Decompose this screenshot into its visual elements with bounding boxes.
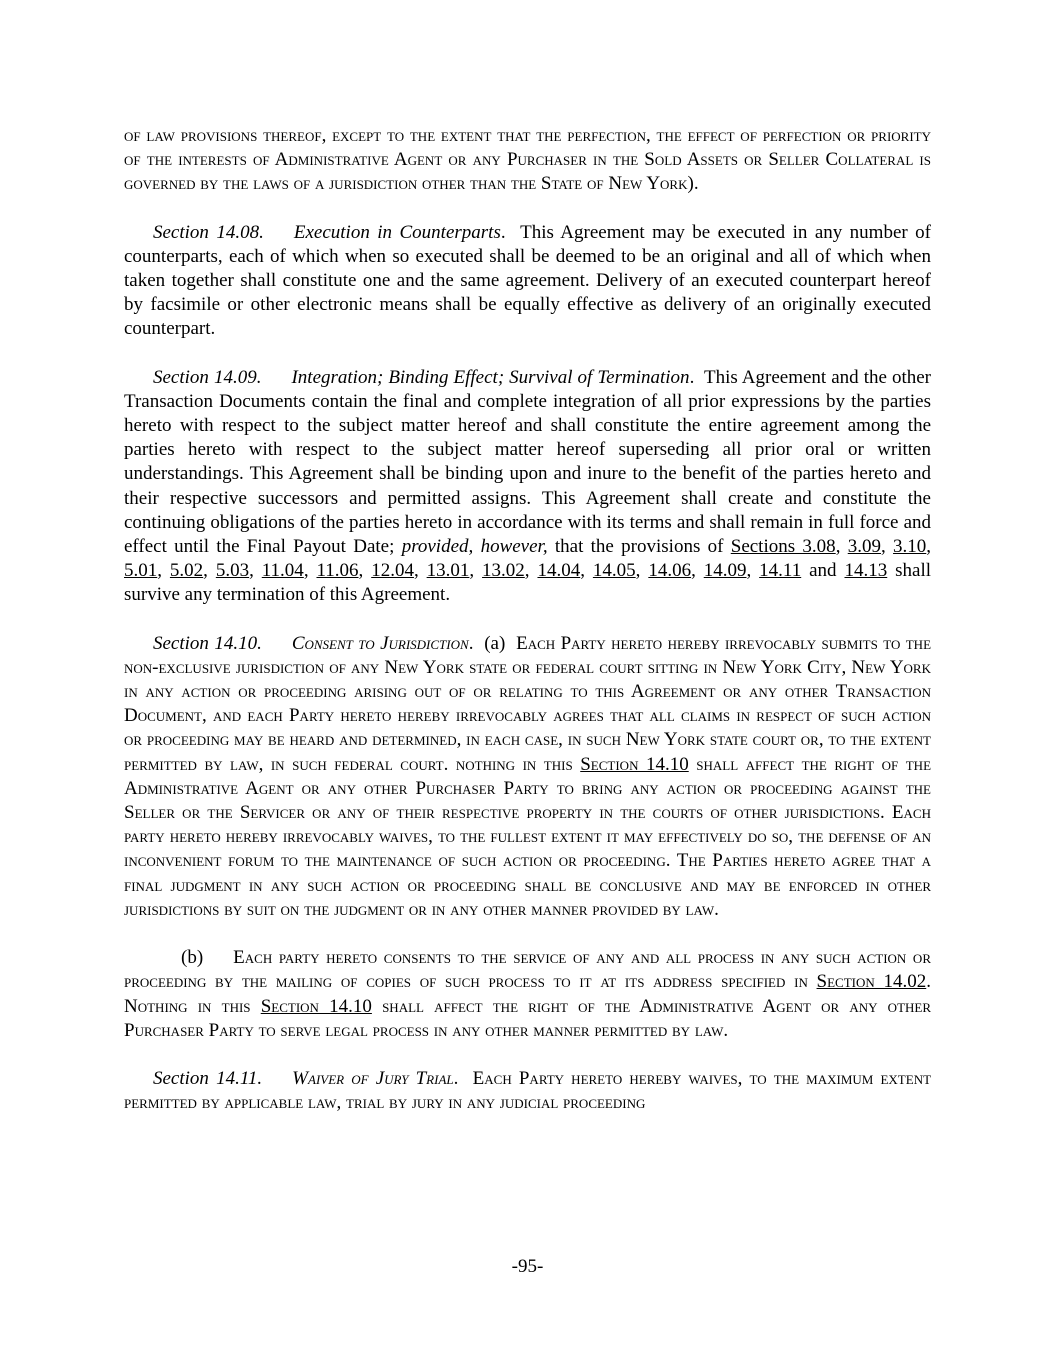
section-ref[interactable]: 13.01 — [426, 560, 470, 582]
section-ref[interactable]: 5.02 — [169, 560, 204, 582]
section-number: Section 14.10. — [153, 632, 262, 654]
section-number: Section 14.08. — [153, 221, 264, 243]
section-body: This Agreement and the other Transaction Documents contain the final and complete integration of all prior expressions by the parties hereto with respect to the subject matter hereof and shall constitute the entire agreement among the parties hereto with respect to the subject matter hereof superseding all prior oral or written understandings. This Agreement shall be binding upon and inure to the benefit of the parties hereto and their respective successors and permitted assigns. This Agreement shall create and constitute the continuing obligations of the parties hereto in accordance with its terms and shall remain in full force and effect until the Final Payout Date; — [124, 366, 931, 558]
section-ref[interactable]: Section 14.02 — [816, 971, 927, 993]
clause-label: (a) — [484, 632, 506, 654]
section-ref[interactable]: Sections 3.08 — [730, 536, 836, 558]
section-ref[interactable]: 14.05 — [592, 560, 636, 582]
section-title: Execution in Counterparts — [293, 221, 501, 243]
section-14-11: Section 14.11. Waiver of Jury Trial. Each Party hereto hereby waives, to the maximum extent permitted by applicable law, trial by jury in any judicial proceeding — [124, 1067, 932, 1114]
section-ref[interactable]: 14.04 — [537, 560, 581, 582]
section-body: This Agreement may be executed in any number of counterparts, each of which when so executed shall be deemed to be an original and all of which when taken together shall constitute one and the same agreement. Delivery of an executed counterpart hereof by facsimile or other electronic means shall be equally effective as delivery of an originally executed counterpart. — [124, 221, 931, 340]
section-ref[interactable]: 11.06 — [316, 560, 359, 582]
section-title: Waiver of Jury Trial — [292, 1067, 454, 1089]
section-body: Each party hereto consents to the service of any and all process in any such action or proceeding by the mailing of copies of such process to it at its address specified in — [124, 947, 931, 993]
section-14-08: Section 14.08. Execution in Counterparts. This Agreement may be executed in any number of counterparts, each of which when so executed shall be deemed to be an original and all of which when taken together shall constitute one and the same agreement. Delivery of an executed counterpart hereof by facsimile or other electronic means shall be equally effective as delivery of an originally executed counterpart. — [124, 221, 931, 340]
section-ref[interactable]: 5.01 — [124, 560, 158, 582]
continuation-paragraph — [124, 124, 931, 197]
continuation-text: of law provisions thereof, except to the extent that the perfection, the effect of perfection or priority of the interests of Administrative Agent or any Purchaser in the Sold Assets or Seller Collateral is governed by the laws of a jurisdiction other than the State of New York). — [124, 125, 931, 195]
section-body-end: shall survive any termination of this Agreement. — [124, 560, 932, 606]
section-ref[interactable]: 14.11 — [759, 560, 802, 582]
section-title: Consent to Jurisdiction — [291, 632, 469, 654]
section-ref[interactable]: 13.02 — [482, 560, 525, 582]
section-number: Section 14.11. — [153, 1067, 263, 1089]
section-14-10-b — [124, 946, 931, 1043]
section-ref[interactable]: Section 14.10 — [260, 995, 372, 1017]
section-number: Section 14.09. — [153, 366, 262, 388]
section-body-cont: shall affect the right of the Administrative Agent or any other Purchaser Party to bring any action or proceeding against the Seller or the Servicer or any of their respective property in the courts of other jurisdictions. Each party hereto hereby irrevocably waives, to the fullest extent it may effectively do so, the defense of an inconvenient forum to the maintenance of such action or proceeding. The Parties hereto agree that a final judgment in any such action or proceeding shall be conclusive and may be enforced in other jurisdictions by suit on the judgment or in any other manner provided by law. — [124, 753, 932, 920]
section-14-10-a: Section 14.10. Consent to Jurisdiction. (a) Each Party hereto hereby irrevocably submits to the non-exclusive jurisdiction of any New York state or federal court sitting in New York City, New York in any action or proceeding arising out of or relating to this Agreement or any other Transaction Document, and each Party hereto hereby irrevocably agrees that all claims in respect of such action or proceeding may be heard and determined, in each case, in such New York state court or, to the extent permitted by law, in such federal court. nothing in this Section 14.10 shall affect the right of the Administrative Agent or any other Purchaser Party to bring any action or proceeding against the Seller or the Servicer or any of their respective property in the courts of other jurisdictions. Each party hereto hereby irrevocably waives, to the fullest extent it may effectively do so, the defense of an inconvenient forum to the maintenance of such action or proceeding. The Parties hereto agree that a final judgment in any such action or proceeding shall be conclusive and may be enforced in other jurisdictions by suit on the judgment or in any other manner provided by law. — [124, 632, 932, 920]
section-14-09: Section 14.09. Integration; Binding Effect; Survival of Termination. This Agreement and the other Transaction Documents contain the final and complete integration of all prior expressions by the parties hereto with respect to the subject matter hereof and shall constitute the entire agreement among the parties hereto with respect to the subject matter hereof superseding all prior oral or written understandings. This Agreement shall be binding upon and inure to the benefit of the parties hereto and their respective successors and permitted assigns. This Agreement shall create and constitute the continuing obligations of the parties hereto in accordance with its terms and shall remain in full force and effect until the Final Payout Date; provided, however, that the provisions of Sections 3.08, 3.09, 3.10, 5.01, 5.02, 5.03, 11.04, 11.06, 12.04, 13.01, 13.02, 14.04, 14.05, 14.06, 14.09, 14.11 and 14.13 shall survive any termination of this Agreement. — [124, 366, 932, 606]
section-ref[interactable]: 5.03 — [215, 560, 250, 582]
section-ref[interactable]: Section 14.10 — [580, 753, 689, 775]
section-body: Each Party hereto hereby irrevocably submits to the non-exclusive jurisdiction of any New York state or federal court sitting in New York City, New York in any action or proceeding arising out of or relating to this Agreement or any other Transaction Document, and each Party hereto hereby irrevocably agrees that all claims in respect of such action or proceeding may be heard and determined, in each case, in such New York state court or, to the extent permitted by law, in such federal court. nothing in this — [124, 632, 932, 775]
document-page — [124, 124, 931, 1139]
section-body-end: shall affect the right of the Administrative Agent or any other Purchaser Party to serve legal process in any other manner permitted by law. — [124, 995, 932, 1041]
and-word: and — [809, 560, 837, 582]
section-ref[interactable]: 14.09 — [703, 560, 747, 582]
section-ref[interactable]: 11.04 — [261, 560, 304, 582]
section-body: Each Party hereto hereby waives, to the maximum extent permitted by applicable law, trial by jury in any judicial proceeding — [124, 1067, 932, 1114]
proviso: provided, however, — [401, 536, 548, 558]
section-body-cont: . Nothing in this — [124, 971, 931, 1017]
section-ref[interactable]: 12.04 — [371, 560, 414, 582]
clause-label: (b) — [181, 947, 204, 969]
section-ref[interactable]: 14.06 — [648, 560, 692, 582]
section-body-cont: that the provisions of — [554, 536, 724, 558]
page-number: -95- — [511, 1256, 544, 1277]
section-ref[interactable]: 3.10 — [893, 536, 927, 558]
section-ref[interactable]: 14.13 — [844, 560, 888, 582]
section-title: Integration; Binding Effect; Survival of Termination — [291, 366, 690, 388]
section-ref[interactable]: 3.09 — [847, 536, 881, 558]
